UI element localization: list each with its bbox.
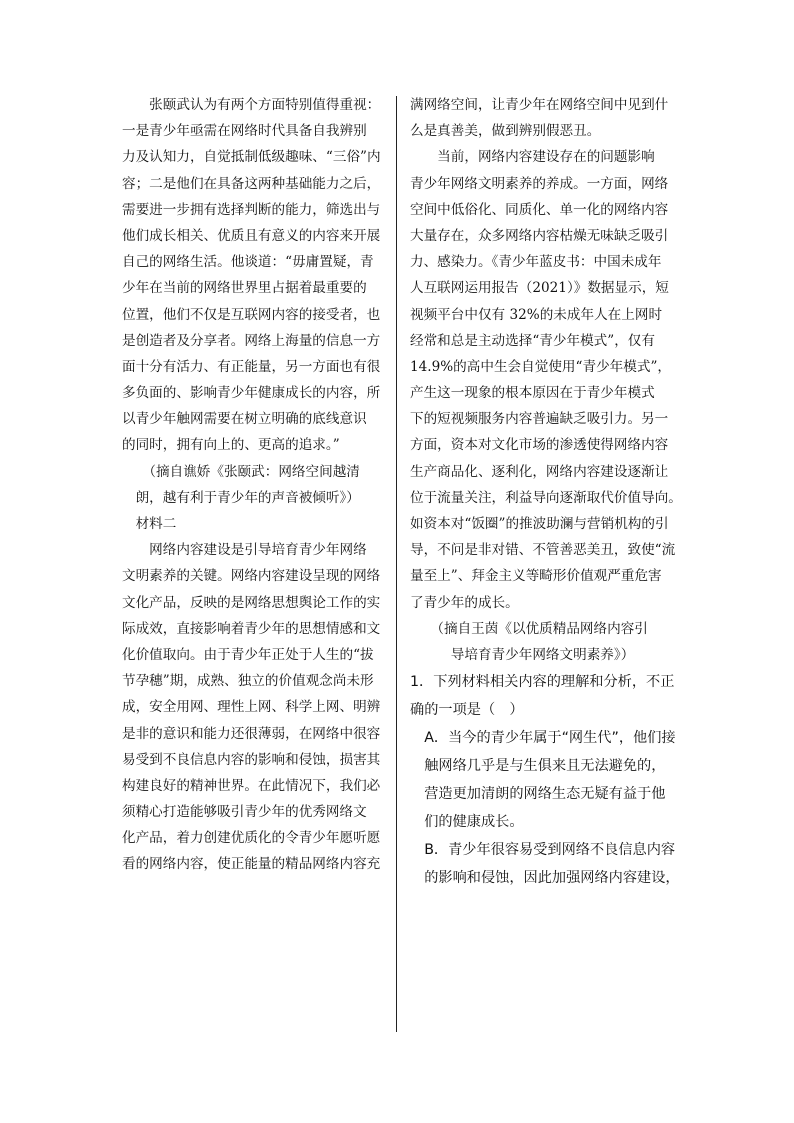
column-divider bbox=[396, 96, 397, 1032]
text-line: 一是青少年亟需在网络时代具备自我辨别 bbox=[122, 123, 367, 140]
text-line: 少年在当前的网络世界里占据着最重要的 bbox=[122, 280, 367, 297]
question-line: 1．下列材料相关内容的理解和分析，不正 bbox=[410, 674, 675, 691]
text-line: 位于流量关注，利益导向逐渐取代价值导向。 bbox=[410, 489, 682, 506]
right-column bbox=[410, 92, 680, 892]
text-line: 视频平台中仅有 32%的未成年人在上网时 bbox=[410, 306, 663, 323]
text-line: 文明素养的关键。网络内容建设呈现的网络 bbox=[122, 568, 381, 585]
text-line: 大量存在，众多网络内容枯燥无味缺乏吸引 bbox=[410, 227, 669, 244]
text-line: 么是真善美，做到辨别假恶丑。 bbox=[410, 123, 601, 140]
text-line: 方面，资本对文化市场的渗透使得网络内容 bbox=[410, 437, 669, 454]
text-line: 青少年网络文明素养的养成。一方面，网络 bbox=[410, 175, 669, 192]
question-line: 们的健康成长。 bbox=[410, 814, 524, 831]
text-line: 须精心打造能够吸引青少年的优秀网络文 bbox=[122, 804, 367, 821]
text-line: 人互联网运用报告（2021）》数据显示，短 bbox=[410, 280, 669, 297]
left-column bbox=[122, 92, 384, 878]
text-line: 际成效，直接影响着青少年的思想情感和文 bbox=[122, 620, 381, 637]
text-line: （摘自谯娇《张颐武：网络空间越清 bbox=[122, 463, 360, 480]
text-line: 需要进一步拥有选择判断的能力，筛选出与 bbox=[122, 201, 381, 218]
question-line: 营造更加清朗的网络生态无疑有益于他 bbox=[410, 786, 666, 803]
text-line: 是非的意识和能力还很薄弱，在网络中很容 bbox=[122, 725, 381, 742]
text-line: 易受到不良信息内容的影响和侵蚀，损害其 bbox=[122, 751, 381, 768]
text-line: 是创造者及分享者。网络上海量的信息一方 bbox=[122, 332, 381, 349]
question-line: 的影响和侵蚀，因此加强网络内容建设， bbox=[410, 870, 680, 887]
text-line: 网络内容建设是引导培育青少年网络 bbox=[122, 542, 367, 559]
text-line: 朗，越有利于青少年的声音被倾听》） bbox=[122, 489, 360, 506]
text-line: 空间中低俗化、同质化、单一化的网络内容 bbox=[410, 201, 669, 218]
text-line: 看的网络内容，使正能量的精品网络内容充 bbox=[122, 856, 381, 873]
text-line: 生产商品化、逐利化，网络内容建设逐渐让 bbox=[410, 463, 669, 480]
text-line: 节孕穗”期，成熟、独立的价值观念尚未形 bbox=[122, 673, 374, 690]
text-line: 经常和总是主动选择“青少年模式”，仅有 bbox=[410, 332, 655, 349]
text-line: 14.9%的高中生会自觉使用“青少年模式”， bbox=[410, 358, 671, 375]
text-line: 量至上”、拜金主义等畸形价值观严重危害 bbox=[410, 568, 662, 585]
question-1 bbox=[410, 668, 680, 892]
text-line: 容；二是他们在具备这两种基础能力之后， bbox=[122, 175, 381, 192]
text-line: 化价值取向。由于青少年正处于人生的“拔 bbox=[122, 646, 374, 663]
text-line: 导培育青少年网络文明素养》） bbox=[410, 646, 635, 663]
text-line: 以青少年触网需要在树立明确的底线意识 bbox=[122, 411, 367, 428]
text-line: 面十分有活力、有正能量，另一方面也有很 bbox=[122, 358, 381, 375]
text-line: 当前，网络内容建设存在的问题影响 bbox=[410, 149, 655, 166]
text-line: 成，安全用网、理性上网、科学上网、明辨 bbox=[122, 699, 381, 716]
text-line: 文化产品，反映的是网络思想舆论工作的实 bbox=[122, 594, 381, 611]
text-line: 导，不问是非对错、不管善恶美丑，致使“流 bbox=[410, 542, 676, 559]
text-line: 位置，他们不仅是互联网内容的接受者，也 bbox=[122, 306, 381, 323]
text-line: 的同时，拥有向上的、更高的追求。” bbox=[122, 437, 340, 454]
text-line: 多负面的、影响青少年健康成长的内容，所 bbox=[122, 385, 381, 402]
question-line: 确的一项是（ ） bbox=[410, 702, 524, 719]
text-line: 构建良好的精神世界。在此情况下，我们必 bbox=[122, 777, 381, 794]
text-line: 如资本对“饭圈”的推波助澜与营销机构的引 bbox=[410, 516, 669, 532]
text-line: 产生这一现象的根本原因在于青少年模式 bbox=[410, 385, 655, 402]
text-line: 张颐武认为有两个方面特别值得重视： bbox=[122, 97, 381, 113]
text-line: 自己的网络生活。他谈道：“毋庸置疑，青 bbox=[122, 254, 374, 271]
question-line: A．当今的青少年属于“网生代”，他们接 bbox=[410, 730, 676, 747]
text-line: 了青少年的成长。 bbox=[410, 594, 519, 611]
text-line: 化产品，着力创建优质化的令青少年愿听愿 bbox=[122, 830, 381, 847]
text-line: 下的短视频服务内容普遍缺乏吸引力。另一 bbox=[410, 411, 669, 428]
question-line: B．青少年很容易受到网络不良信息内容 bbox=[410, 842, 676, 859]
text-line: 力、感染力。《青少年蓝皮书：中国未成年 bbox=[410, 254, 662, 271]
text-line: 满网络空间，让青少年在网络空间中见到什 bbox=[410, 97, 669, 113]
text-line: 材料二 bbox=[122, 516, 177, 532]
text-line: （摘自王茵《以优质精品网络内容引 bbox=[410, 620, 648, 637]
text-line: 力及认知力，自觉抵制低级趣味、“三俗”内 bbox=[122, 149, 381, 166]
text-line: 他们成长相关、优质且有意义的内容来开展 bbox=[122, 227, 381, 244]
question-line: 触网络几乎是与生俱来且无法避免的， bbox=[410, 758, 666, 775]
